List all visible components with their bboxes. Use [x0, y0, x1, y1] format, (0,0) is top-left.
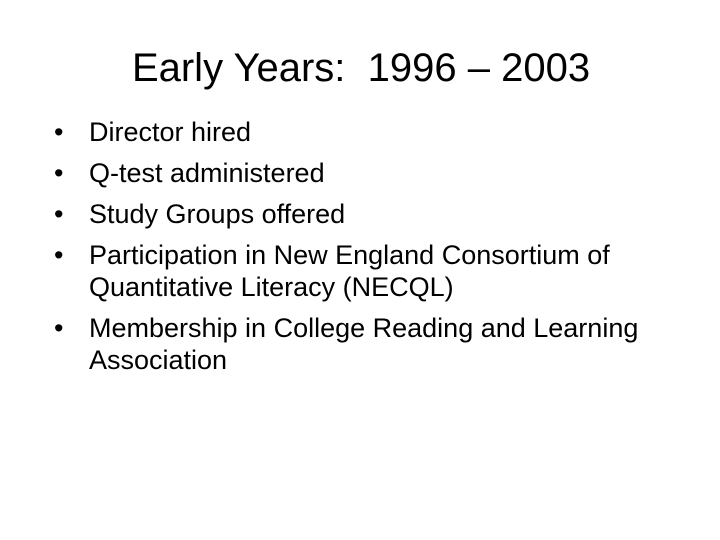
bullet-dot-icon: • [54, 313, 64, 343]
bullet-item-director-hired [0, 112, 720, 153]
bullet-dot-icon: • [54, 240, 64, 270]
bullet-dot-icon: • [54, 199, 64, 229]
bullet-text: Study Groups offered [89, 199, 346, 229]
bullet-text: Participation in New England Consortium of Quantitative Literacy (NECQL) [89, 240, 610, 302]
bullet-list [0, 112, 720, 381]
slide-title: Early Years: 1996 – 2003 [131, 46, 591, 90]
bullet-item-necql [0, 235, 720, 308]
bullet-item-q-test [0, 153, 720, 194]
bullet-dot-icon: • [54, 158, 64, 188]
bullet-item-study-groups [0, 194, 720, 235]
bullet-item-crla [0, 308, 720, 381]
bullet-text: Membership in College Reading and Learning Association [89, 313, 639, 375]
bullet-text: Q-test administered [89, 158, 325, 188]
bullet-dot-icon: • [54, 117, 64, 147]
bullet-text: Director hired [89, 117, 252, 147]
